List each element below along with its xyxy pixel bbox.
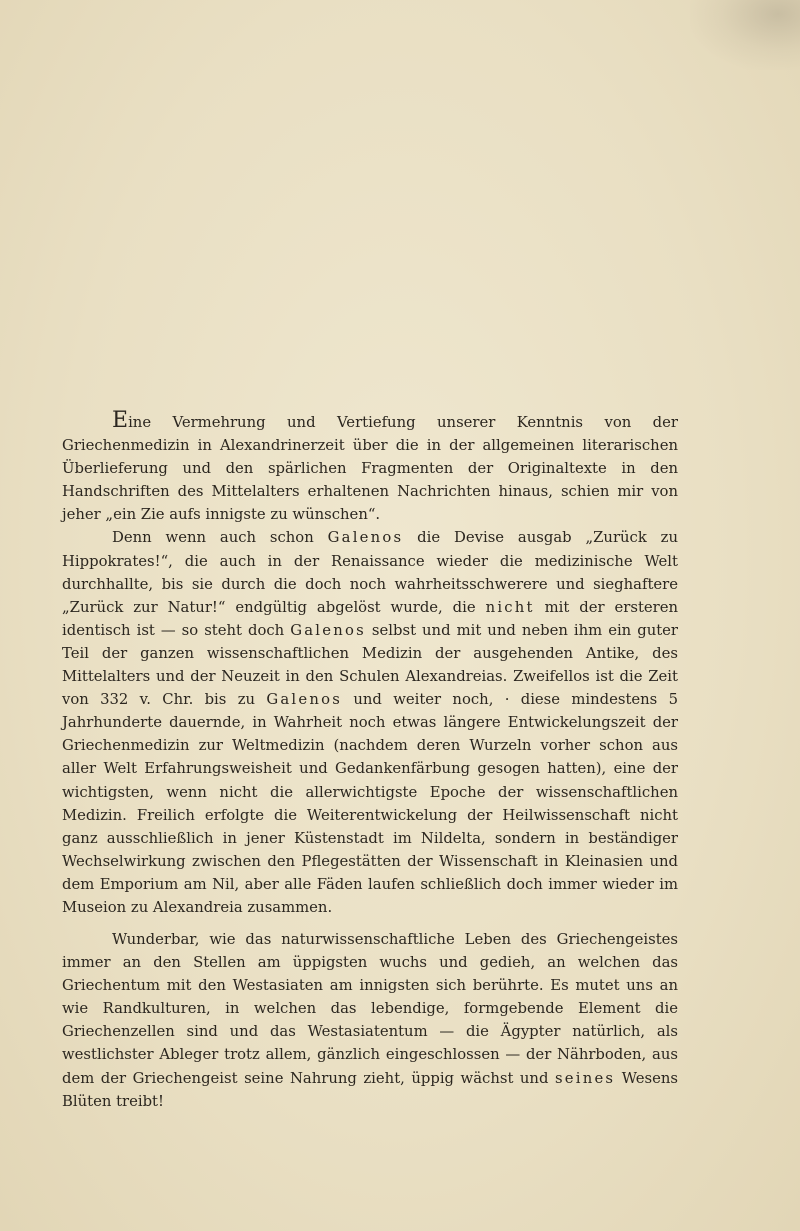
emphasis-nicht: nicht [485,598,535,616]
text-block-introduction [62,408,679,919]
text-block-second [62,928,678,1113]
paragraph-3 [62,928,678,1113]
paragraph-1-text: ine Vermehrung und Vertiefung unserer Kenntnis von der Griechenmedizin in Alexandrinerzeit über die in der allgemeinen literarischen Überlieferung und den spärlichen Fragmenten der Originaltexte in den Handschriften des Mittelalters erhaltenen Nachrichten hinaus, schien mir von jeher „ein Zie aufs innigste zu wünschen“. [62,414,678,524]
paragraph-3-text-2: Wesens Blüten treibt! [62,1069,678,1110]
paragraph-3-text-1: Wunderbar, wie das naturwissenschaftliche Leben des Griechengeistes immer an den Stellen am üppigsten wuchs und gedieh, an welchen das Griechentum mit den Westasiaten am innigsten sich berührte. Es mutet uns an wie Randkulturen, in welchen das lebendige, formgebende Element die Griechenzellen sind und das Westasiatentum — die Ägypter natürlich, als westlichster Ableger trotz allem, gänzlich eingeschlossen — der Nährboden, aus dem der Griechengeist seine Nahrung zieht, üppig wächst und [62,931,678,1087]
paragraph-2-text-2: die Devise ausgab „Zurück zu Hippokrates!“, die auch in der Renaissance wieder die medizinische Welt durchhallte, bis sie durch die doch noch wahrheitsschwerere und sieghaftere „Zurück zur Natur!“ endgültig abgelöst wurde, die [62,529,678,616]
name-galenos-3: Galenos [266,691,343,709]
name-galenos-2: Galenos [290,621,366,639]
paragraph-2-text-5: und weiter noch, · diese mindestens 5 Jahrhunderte dauernde, in Wahrheit noch etwas längere Entwickelungszeit der Griechenmedizin zur Weltmedizin (nachdem deren Wurzeln vorher schon aus aller Welt Erfahrungsweisheit und Gedankenfärbung gesogen hatten), eine der wichtigsten, wenn nicht die allerwichtigste Epoche der wissenschaftlichen Medizin. Freilich erfolgte die Weiterentwickelung der Heilwissenschaft nicht ganz ausschließlich in jener Küstenstadt im Nildelta, sondern in beständiger Wechselwirkung zwischen den Pflegestätten der Wissenschaft in Kleinasien und dem Emporium am Nil, aber alle Fäden laufen schließlich doch immer wieder im Museion zu Alexandreia zusammen. [62,691,679,916]
emphasis-seines: seines [554,1069,616,1087]
paragraph-2-text-3: mit der ersteren identisch ist — so steht doch [62,598,679,639]
paragraph-2-text-4: selbst und mit und neben ihm ein guter Teil der ganzen wissenschaftlichen Medizin der ausgehenden Antike, des Mittelalters und der Neuzeit in den Schulen Alexandreias. Zweifellos ist die Zeit von 332 v. Chr. bis zu [62,621,679,709]
paragraph-2 [62,526,678,919]
initial-letter: E [112,408,129,433]
paragraph-2-text-1: Denn wenn auch schon [112,529,328,547]
paragraph-1 [62,408,678,526]
name-galenos-1: Galenos [327,529,404,547]
paper-stain [690,0,800,70]
